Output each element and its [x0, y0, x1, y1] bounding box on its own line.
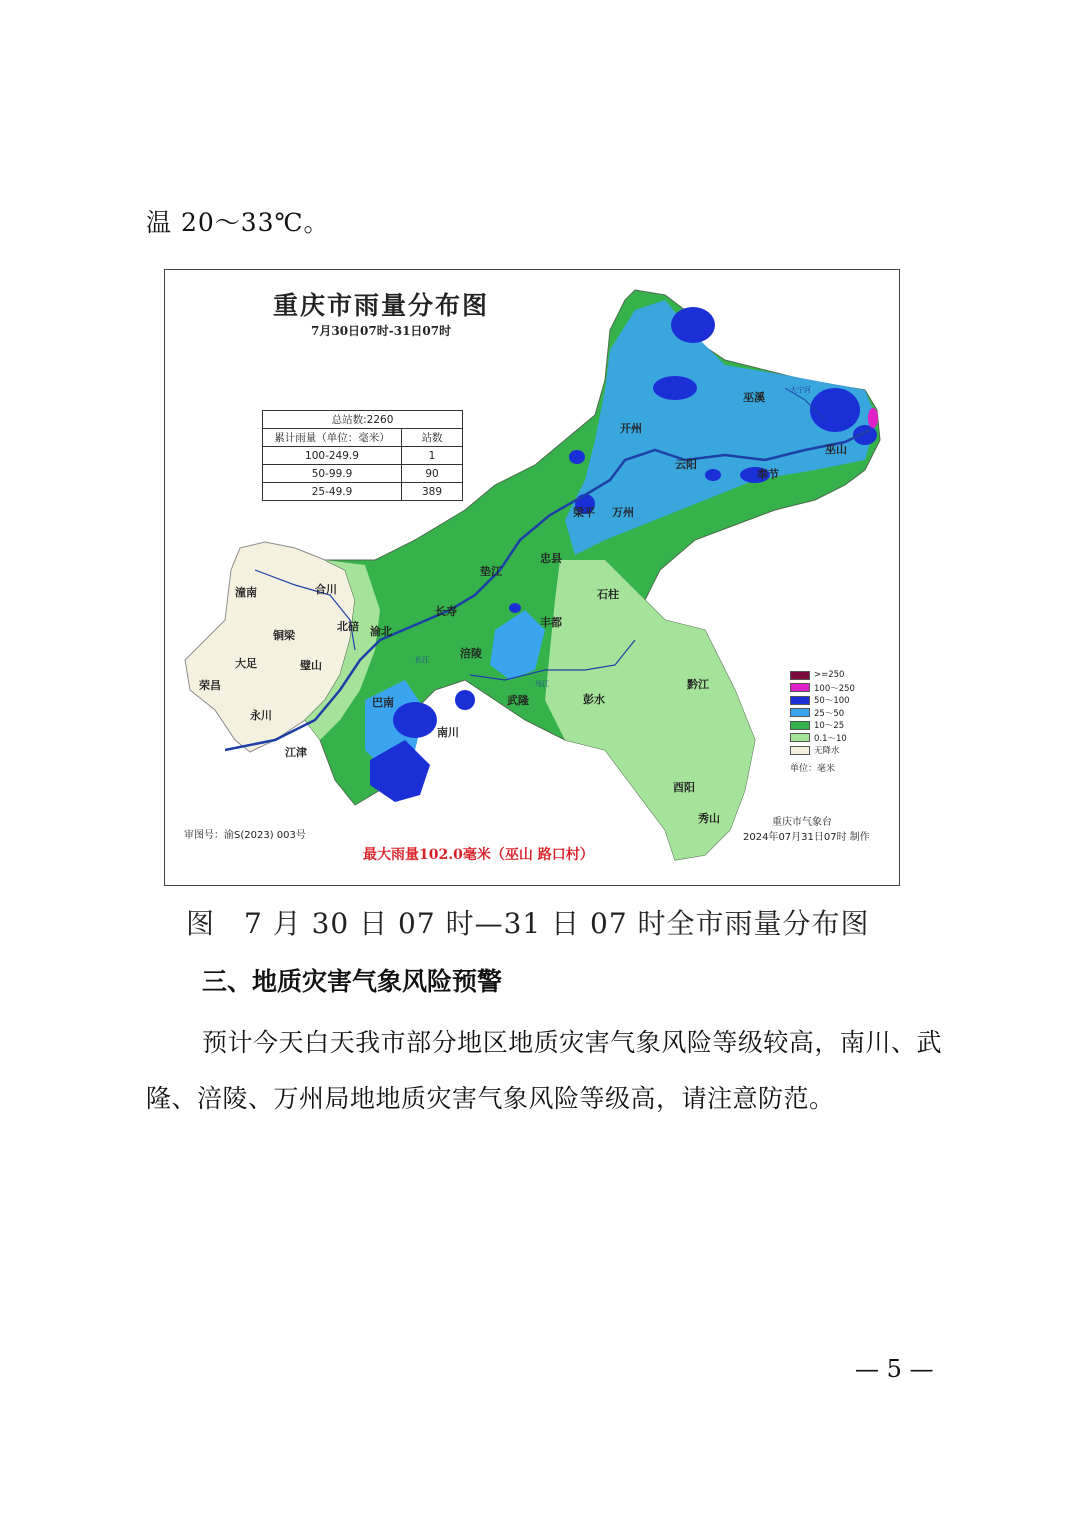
- patch-50-100: [853, 425, 877, 445]
- map-agency: 重庆市气象台: [772, 817, 832, 828]
- place-liangping: 梁平: [573, 506, 595, 519]
- legend-unit: 单位：毫米: [790, 764, 836, 774]
- stats-count: 389: [402, 483, 463, 501]
- body-paragraph: 预计今天白天我市部分地区地质灾害气象风险等级较高，南川、武隆、涪陵、万州局地地质灾害气象风险等级高，请注意防范。: [146, 1028, 942, 1113]
- figure-caption: 图 7 月 30 日 07 时—31 日 07 时全市雨量分布图: [186, 907, 870, 940]
- place-bishan: 璧山: [300, 659, 322, 672]
- max-rainfall-note: 最大雨量102.0毫米（巫山 路口村）: [363, 847, 594, 863]
- legend-label: 0.1～10: [814, 733, 847, 744]
- place-jiangjin: 江津: [285, 746, 307, 759]
- legend-item: [790, 694, 855, 707]
- map-subtitle: 7月30日07时-31日07时: [311, 324, 452, 338]
- section-heading: 三、地质灾害气象风险预警: [202, 967, 503, 996]
- table-row: [263, 465, 463, 483]
- stats-count: 90: [402, 465, 463, 483]
- page-number: — 5 —: [855, 1355, 934, 1383]
- place-yunyang: 云阳: [675, 458, 697, 471]
- legend-swatch: [790, 671, 810, 680]
- legend-item: [790, 719, 855, 732]
- place-wulong: 武隆: [507, 694, 529, 707]
- stats-count: 1: [402, 447, 463, 465]
- map-graphic: [165, 270, 901, 887]
- legend-swatch: [790, 721, 810, 730]
- place-qianjiang: 黔江: [687, 678, 709, 691]
- legend-swatch: [790, 696, 810, 705]
- legend-swatch: [790, 733, 810, 742]
- patch-50-100: [671, 307, 715, 343]
- region-light-se: [545, 560, 755, 860]
- place-zhongxian: 忠县: [540, 552, 562, 565]
- map-legend: [790, 669, 855, 757]
- place-youyang: 酉阳: [673, 781, 695, 794]
- place-shizhu: 石柱: [597, 588, 619, 601]
- legend-label: 50～100: [814, 696, 850, 707]
- place-beibei: 北碚: [337, 620, 359, 633]
- legend-item: [790, 669, 855, 682]
- stats-range: 50-99.9: [263, 465, 402, 483]
- patch-50-100: [810, 388, 860, 432]
- place-kaizhou: 开州: [620, 422, 642, 435]
- legend-label: 10～25: [814, 721, 845, 732]
- place-xiushan: 秀山: [698, 812, 720, 825]
- place-changshou: 长寿: [435, 605, 457, 618]
- legend-item: [790, 744, 855, 757]
- rainfall-map: [164, 269, 900, 886]
- patch-50-100: [569, 450, 585, 464]
- place-dianjiang: 垫江: [480, 565, 502, 578]
- river-label-changjiang: 长江: [415, 656, 429, 664]
- patch-50-100: [455, 690, 475, 710]
- map-made-time: 2024年07月31日07时 制作: [743, 832, 870, 843]
- intro-text: 温 20～33℃。: [146, 208, 330, 237]
- place-fengjie: 奉节: [757, 468, 779, 481]
- stats-range: 100-249.9: [263, 447, 402, 465]
- legend-item: [790, 732, 855, 745]
- stats-range: 25-49.9: [263, 483, 402, 501]
- legend-label: 25～50: [814, 708, 845, 719]
- patch-100-250: [868, 408, 878, 428]
- stats-header-count: 站数: [402, 429, 463, 447]
- place-tongliang: 铜梁: [273, 629, 295, 642]
- place-dazu: 大足: [235, 657, 257, 670]
- legend-swatch: [790, 683, 810, 692]
- place-pengshui: 彭水: [583, 693, 605, 706]
- patch-50-100: [509, 603, 521, 613]
- legend-swatch: [790, 746, 810, 755]
- stats-total: 总站数:2260: [263, 411, 463, 429]
- place-hechuan: 合川: [315, 583, 337, 596]
- place-yubei: 渝北: [370, 625, 392, 638]
- place-wushan: 巫山: [825, 443, 847, 456]
- station-stats-table: [262, 410, 463, 501]
- place-nanchuan: 南川: [437, 726, 459, 739]
- patch-50-100: [393, 702, 437, 738]
- table-row: [263, 483, 463, 501]
- legend-label: 无降水: [814, 746, 840, 757]
- place-tongnan: 潼南: [235, 586, 257, 599]
- place-wuxi: 巫溪: [743, 391, 765, 404]
- place-yongchuan: 永川: [250, 709, 272, 722]
- legend-swatch: [790, 708, 810, 717]
- legend-item: [790, 682, 855, 695]
- table-row: [263, 447, 463, 465]
- map-title: 重庆市雨量分布图: [273, 291, 490, 320]
- patch-50-100: [653, 376, 697, 400]
- place-banan: 巴南: [372, 696, 394, 709]
- legend-label: 100～250: [814, 683, 855, 694]
- legend-label: >=250: [814, 670, 845, 681]
- legend-item: [790, 707, 855, 720]
- river-label-daninghe: 大宁河: [790, 386, 811, 394]
- map-review-number: 审图号：渝S(2023) 003号: [184, 830, 306, 841]
- river-label-wujiang: 乌江: [535, 680, 549, 688]
- place-fuling: 涪陵: [460, 647, 482, 660]
- stats-header-range: 累计雨量（单位：毫米）: [263, 429, 402, 447]
- place-rongchang: 荣昌: [199, 679, 221, 692]
- place-wanzhou: 万州: [612, 506, 634, 519]
- patch-50-100: [705, 469, 721, 481]
- place-fengdu: 丰都: [540, 616, 562, 629]
